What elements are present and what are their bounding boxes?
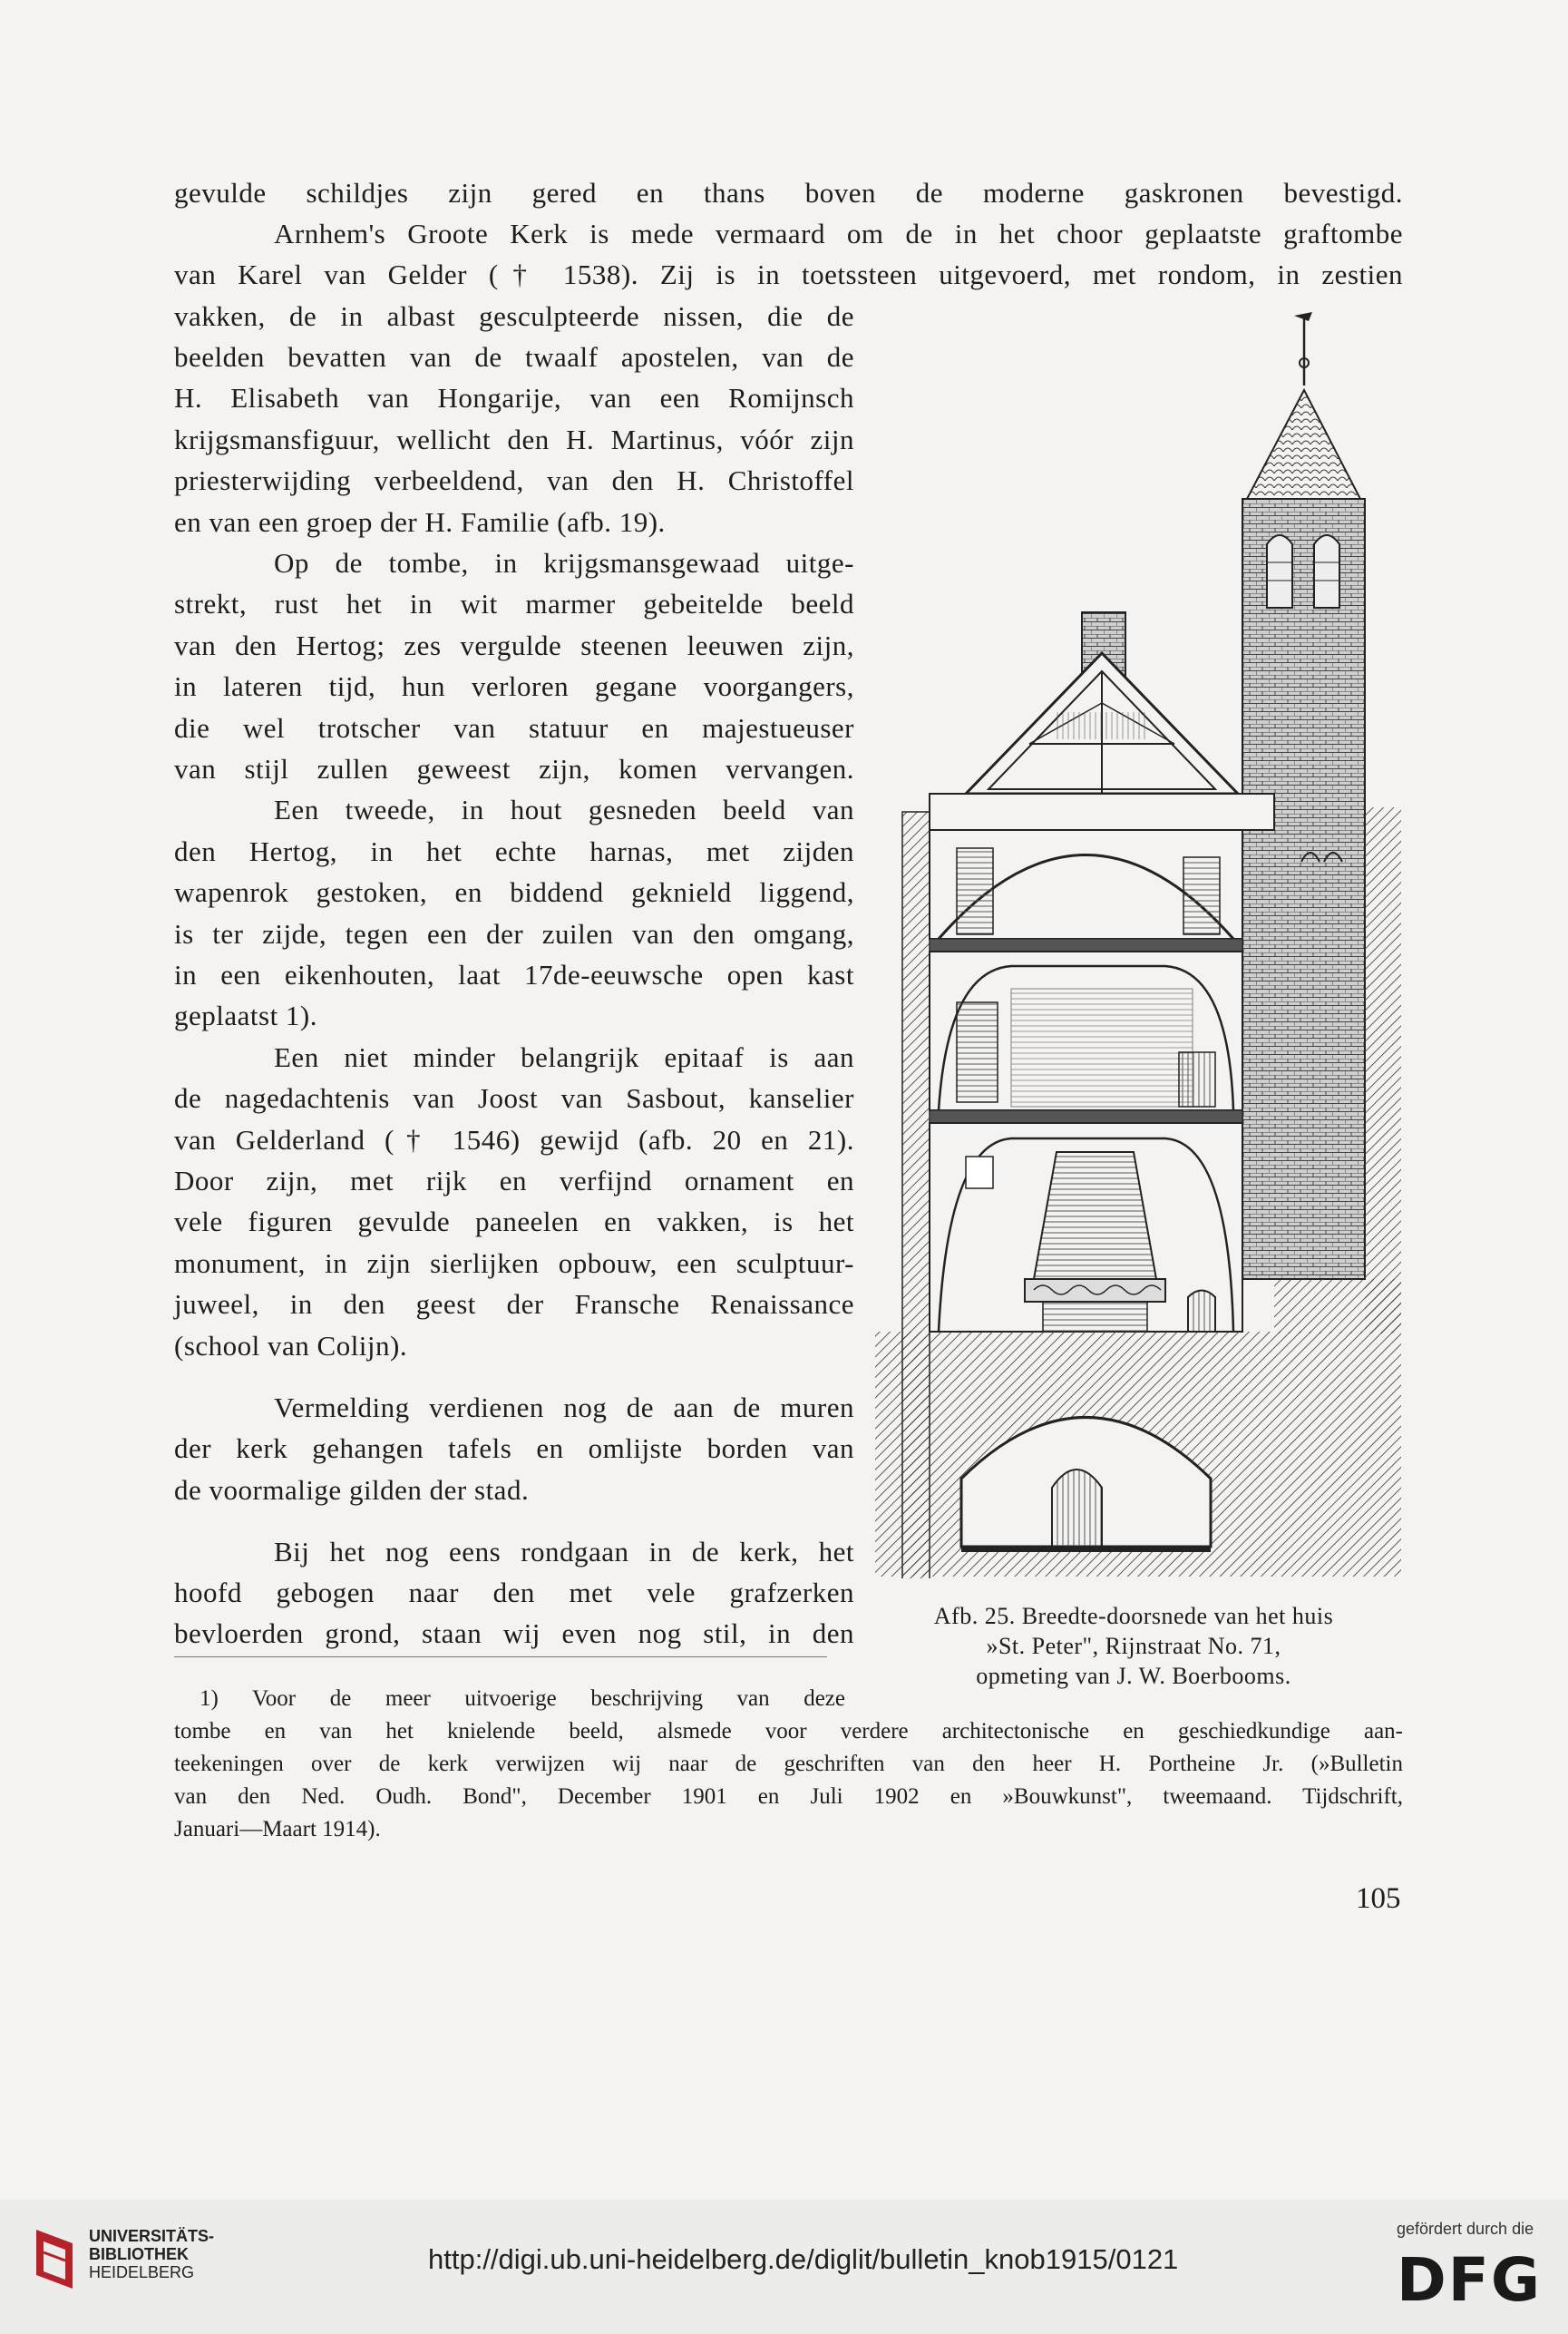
library-name	[89, 2227, 214, 2281]
figure-caption-line: Afb. 25. Breedte-doorsnede van het huis	[933, 1603, 1334, 1629]
body-line: (school van Colijn).	[174, 1330, 408, 1362]
body-line: van Gelderland († 1546) gewijd (afb. 20 en 21).	[174, 1124, 854, 1156]
body-line: Bij het nog eens rondgaan in de kerk, het	[274, 1536, 854, 1567]
library-name-line2: BIBLIOTHEK	[89, 2245, 189, 2263]
body-line: wapenrok gestoken, en biddend geknield liggend,	[174, 876, 854, 908]
body-line: is ter zijde, tegen een der zuilen van den omgang,	[174, 918, 854, 950]
library-name-line3: HEIDELBERG	[89, 2263, 195, 2281]
sponsor-text: gefördert durch die	[1397, 2220, 1534, 2238]
body-line: monument, in zijn sierlijken opbouw, een sculptuur-	[174, 1247, 854, 1279]
body-line: H. Elisabeth van Hongarije, van een Romijnsch	[174, 382, 854, 414]
body-line: vele figuren gevulde paneelen en vakken, is het	[174, 1206, 854, 1237]
body-line: Een tweede, in hout gesneden beeld van	[274, 794, 854, 825]
body-line: vakken, de in albast gesculpteerde nissen, die de	[174, 300, 854, 332]
digitization-footer	[0, 2200, 1568, 2334]
body-line: beelden bevatten van de twaalf apostelen, van de	[174, 341, 854, 373]
body-line: priesterwijding verbeeldend, van den H. Christoffel	[174, 464, 854, 496]
body-line: Arnhem's Groote Kerk is mede vermaard om de in het choor geplaatste graftombe	[274, 218, 1403, 249]
body-line: van Karel van Gelder († 1538). Zij is in toetssteen uitgevoerd, met rondom, in zestien	[174, 259, 1403, 290]
body-line: van den Hertog; zes vergulde steenen leeuwen zijn,	[174, 630, 854, 661]
house-cross-section-drawing	[875, 299, 1401, 1578]
footnote-line: van den Ned. Oudh. Bond", December 1901 en Juli 1902 en »Bouwkunst", tweemaand. Tijdschrift,	[174, 1784, 1403, 1809]
body-line: der kerk gehangen tafels en omlijste borden van	[174, 1432, 854, 1464]
body-line: in een eikenhouten, laat 17de-eeuwsche open kast	[174, 959, 854, 991]
body-line: de nagedachtenis van Joost van Sasbout, kanselier	[174, 1082, 854, 1114]
page-number: 105	[1356, 1882, 1401, 1915]
figure-caption-line: »St. Peter", Rijnstraat No. 71,	[986, 1633, 1281, 1659]
body-line: krijgsmansfiguur, wellicht den H. Martinus, vóór zijn	[174, 424, 854, 455]
footnote-line: tombe en van het knielende beeld, alsmede voor verdere architectonische en geschiedkundige aan-	[174, 1719, 1403, 1743]
body-line: Op de tombe, in krijgsmansgewaad uitge-	[274, 547, 854, 579]
source-url-link[interactable]: http://digi.ub.uni-heidelberg.de/diglit/bulletin_knob1915/0121	[428, 2243, 1179, 2275]
body-line: geplaatst 1).	[174, 1000, 318, 1031]
library-name-line1: UNIVERSITÄTS-	[89, 2227, 215, 2245]
body-line: Door zijn, met rijk en verfijnd ornament en	[174, 1165, 854, 1196]
body-line: de voormalige gilden der stad.	[174, 1474, 530, 1506]
body-line: van stijl zullen geweest zijn, komen vervangen.	[174, 753, 854, 785]
figure-caption-line: opmeting van J. W. Boerbooms.	[976, 1663, 1291, 1689]
footnote-line: 1) Voor de meer uitvoerige beschrijving van deze	[200, 1686, 845, 1711]
body-line: juweel, in den geest der Fransche Renaissance	[174, 1288, 854, 1320]
body-line: den Hertog, in het echte harnas, met zijden	[174, 835, 854, 867]
body-line: strekt, rust het in wit marmer gebeitelde beeld	[174, 588, 854, 620]
body-line: Vermelding verdienen nog de aan de muren	[274, 1392, 854, 1423]
university-library-logo-icon	[27, 2225, 82, 2293]
body-line: die wel trotscher van statuur en majestueuser	[174, 712, 854, 744]
footnote-rule	[174, 1656, 827, 1657]
body-line: gevulde schildjes zijn gered en thans boven de moderne gaskronen bevestigd.	[174, 177, 1403, 209]
footnote-line: teekeningen over de kerk verwijzen wij naar de geschriften van den heer H. Portheine Jr. (»Bulletin	[174, 1752, 1403, 1776]
body-line: Een niet minder belangrijk epitaaf is aan	[274, 1041, 854, 1073]
body-line: bevloerden grond, staan wij even nog stil, in den	[174, 1617, 854, 1649]
body-line: hoofd gebogen naar den met vele grafzerken	[174, 1577, 854, 1608]
body-line: in lateren tijd, hun verloren gegane voorgangers,	[174, 670, 854, 702]
body-line: en van een groep der H. Familie (afb. 19).	[174, 506, 666, 538]
footnote-line: Januari—Maart 1914).	[174, 1817, 381, 1841]
dfg-logo: DFG	[1397, 2245, 1543, 2315]
